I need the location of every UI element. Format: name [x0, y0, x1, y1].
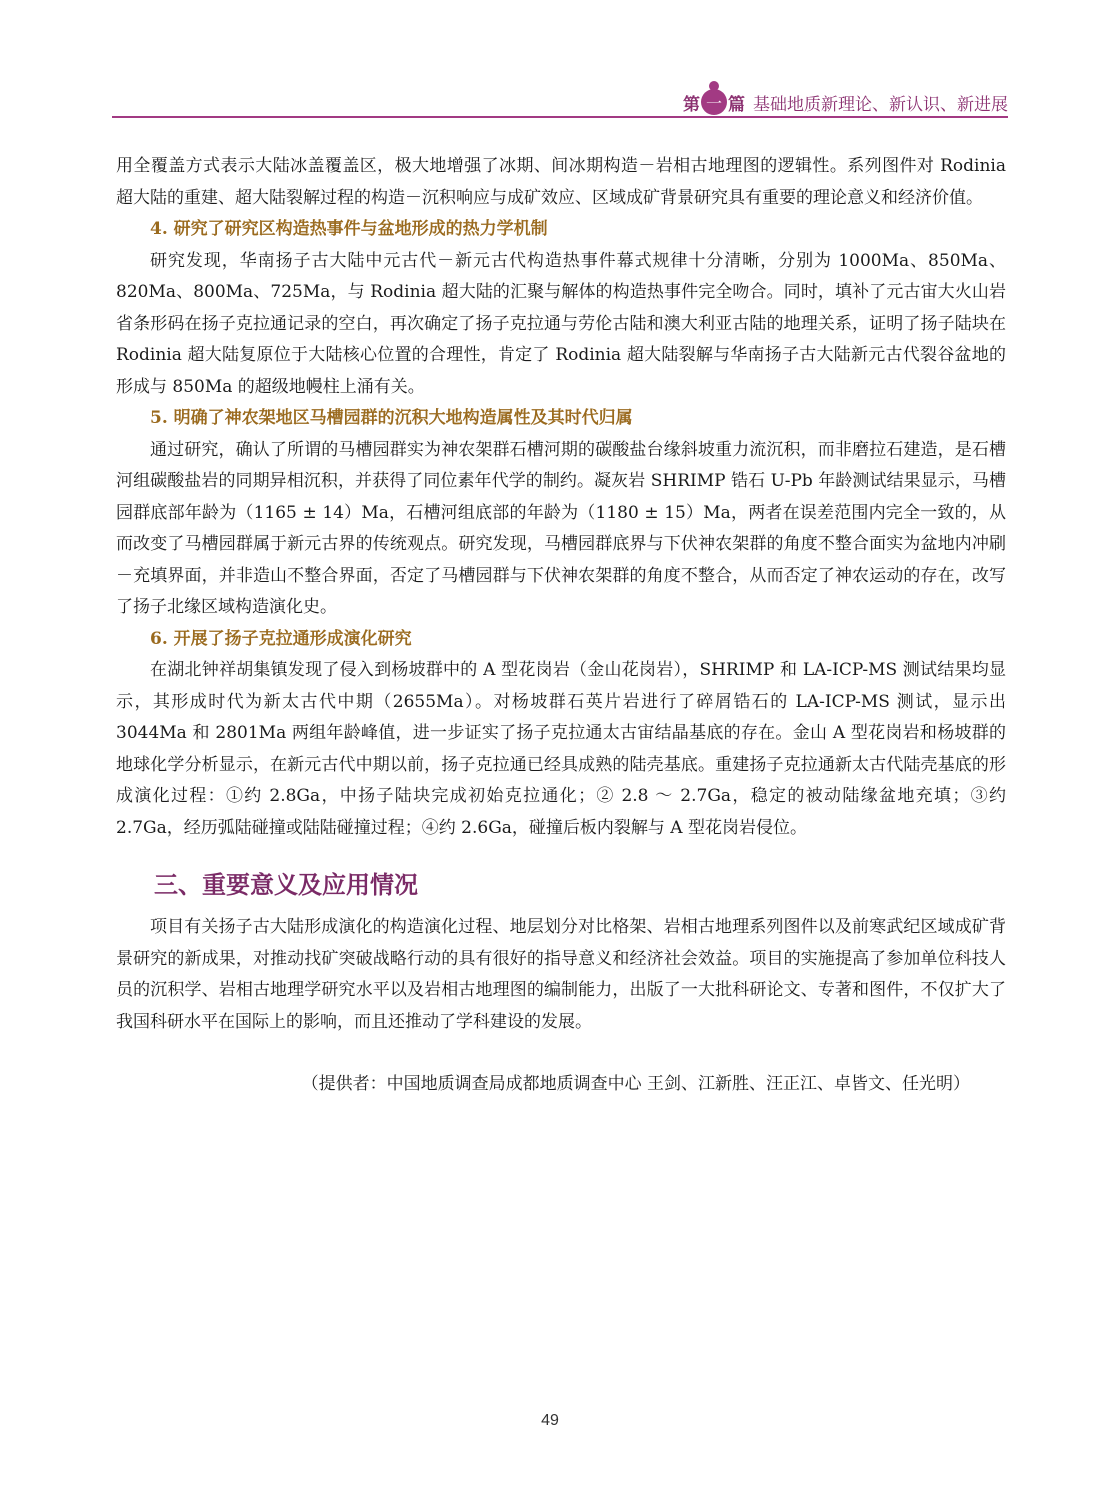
page-header	[112, 84, 1008, 118]
chapter-prefix: 第	[683, 94, 700, 115]
chapter-suffix: 篇	[728, 94, 745, 115]
section-heading-3: 三、重要意义及应用情况	[154, 871, 418, 899]
page-body	[116, 151, 1006, 1098]
subheading-4: 4. 研究了研究区构造热事件与盆地形成的热力学机制	[150, 219, 548, 239]
header-divider	[112, 116, 1008, 118]
paragraph-5: 通过研究，确认了所谓的马槽园群实为神农架群石槽河期的碳酸盐台缘斜坡重力流沉积，而非磨拉石建造，是石槽河组碳酸盐岩的同期异相沉积，并获得了同位素年代学的制约。凝灰岩 SHRIMP 锆石 U-Pb 年龄测试结果显示，马槽园群底部年龄为（1165 ± 14）Ma，石槽河组底部的年龄为（1180 ± 15）Ma，两者在误差范围内完全一致的，从而改变了马槽园群属于新元古界的传统观点。研究发现，马槽园群底界与下伏神农架群的角度不整合面实为盆地内冲刷－充填界面，并非造山不整合界面，否定了马槽园群与下伏神农架群的角度不整合，从而否定了神农运动的存在，改写了扬子北缘区域构造演化史。	[116, 439, 1006, 617]
header-chapter-title	[683, 90, 1008, 114]
page-number: 49	[541, 1412, 559, 1429]
subheading-5: 5. 明确了神农架地区马槽园群的沉积大地构造属性及其时代归属	[150, 408, 633, 428]
chapter-number-badge: 一	[701, 89, 727, 115]
paragraph-4: 研究发现，华南扬子古大陆中元古代－新元古代构造热事件幕式规律十分清晰，分别为 1000Ma、850Ma、820Ma、800Ma、725Ma，与 Rodinia 超大陆的汇聚与解体的构造热事件完全吻合。同时，填补了元古宙大火山岩省条形码在扬子克拉通记录的空白，再次确定了扬子克拉通与劳伦古陆和澳大利亚古陆的地理关系，证明了扬子陆块在 Rodinia 超大陆复原位于大陆核心位置的合理性，肯定了 Rodinia 超大陆裂解与华南扬子古大陆新元古代裂谷盆地的形成与 850Ma 的超级地幔柱上涌有关。	[116, 250, 1006, 397]
subheading-6: 6. 开展了扬子克拉通形成演化研究	[150, 628, 412, 649]
section-3-paragraph: 项目有关扬子古大陆形成演化的构造演化过程、地层划分对比格架、岩相古地理系列图件以及前寒武纪区域成矿背景研究的新成果，对推动找矿突破战略行动的具有很好的指导意义和经济社会效益。项目的实施提高了参加单位科技人员的沉积学、岩相古地理学研究水平以及岩相古地理图的编制能力，出版了一大批科研论文、专著和图件，不仅扩大了我国科研水平在国际上的影响，而且还推动了学科建设的发展。	[116, 917, 1006, 1032]
intro-paragraph: 用全覆盖方式表示大陆冰盖覆盖区，极大地增强了冰期、间冰期构造－岩相古地理图的逻辑性。系列图件对 Rodinia 超大陆的重建、超大陆裂解过程的构造－沉积响应与成矿效应、区域成矿背景研究具有重要的理论意义和经济价值。	[116, 156, 1006, 208]
paragraph-6: 在湖北钟祥胡集镇发现了侵入到杨坡群中的 A 型花岗岩（金山花岗岩），SHRIMP 和 LA-ICP-MS 测试结果均显示，其形成时代为新太古代中期（2655Ma）。对杨坡群石英片岩进行了碎屑锆石的 LA-ICP-MS 测试，显示出 3044Ma 和 2801Ma 两组年龄峰值，进一步证实了扬子克拉通太古宙结晶基底的存在。金山 A 型花岗岩和杨坡群的地球化学分析显示，在新元古代中期以前，扬子克拉通已经具成熟的陆壳基底。重建扬子克拉通新太古代陆壳基底的形成演化过程：①约 2.8Ga，中扬子陆块完成初始克拉通化；② 2.8 ～ 2.7Ga，稳定的被动陆缘盆地充填；③约 2.7Ga，经历弧陆碰撞或陆陆碰撞过程；④约 2.6Ga，碰撞后板内裂解与 A 型花岗岩侵位。	[116, 660, 1006, 838]
provider-credit: （提供者：中国地质调查局成都地质调查中心 王剑、江新胜、汪正江、卓皆文、任光明）	[301, 1074, 970, 1094]
chapter-title: 基础地质新理论、新认识、新进展	[753, 94, 1008, 115]
